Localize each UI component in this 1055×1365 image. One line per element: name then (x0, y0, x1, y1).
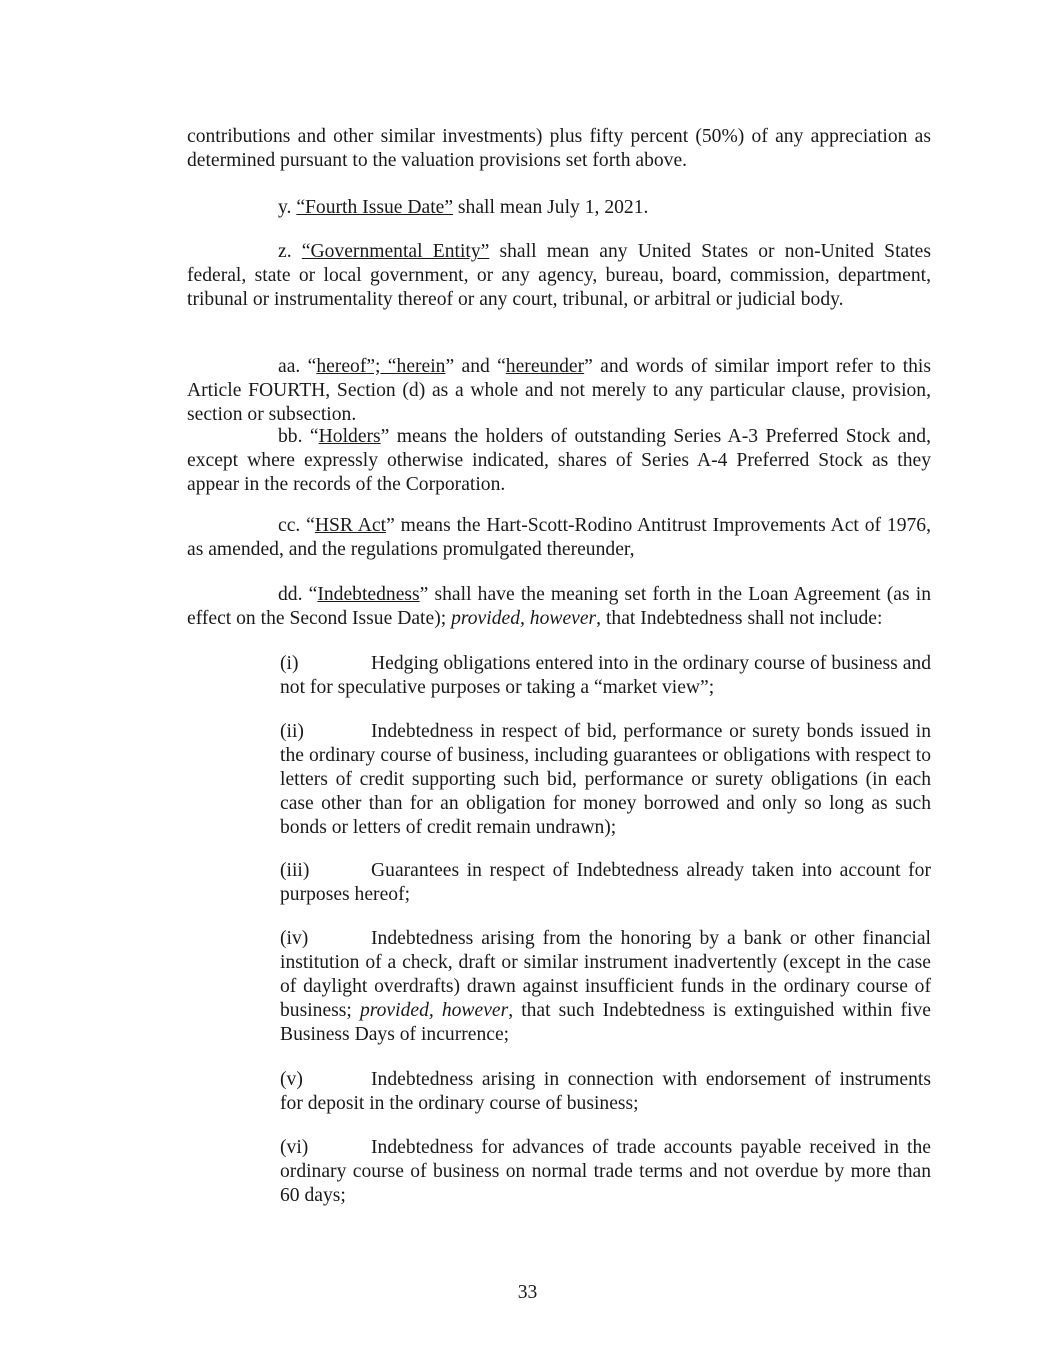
defined-term: hereunder (505, 356, 585, 377)
definition-z: z. “Governmental Entity” shall mean any United States or non-United States federal, state or local government, or any agency, bureau, board, commission, department, tribunal or instrumentality thereof or any court, tribunal, or arbitral or judicial body. (187, 241, 931, 310)
clause-v: (v) Indebtedness arising in connection with endorsement of instruments for deposit in the ordinary course of business; (280, 1069, 931, 1114)
clause-iii: (iii) Guarantees in respect of Indebtedness already taken into account for purposes hereof; (280, 860, 931, 905)
definition-y: y. “Fourth Issue Date” shall mean July 1, 2021. (278, 197, 649, 218)
clause-label: (i) (280, 653, 299, 674)
defined-term: hereof (316, 356, 367, 377)
definition-bb: bb. “Holders” means the holders of outstanding Series A-3 Preferred Stock and, except where expressly otherwise indicated, shares of Series A-4 Preferred Stock as they appear in the records of the Corporation. (187, 426, 932, 495)
clause-vi: (vi) Indebtedness for advances of trade accounts payable received in the ordinary course of business on normal trade terms and not overdue by more than 60 days; (280, 1137, 931, 1206)
clause-label: (v) (280, 1069, 303, 1090)
defined-term: “Governmental Entity” (301, 241, 490, 262)
paragraph-continuation: contributions and other similar investments) plus fifty percent (50%) of any appreciation as determined pursuant to the valuation provisions set forth above. (187, 126, 931, 171)
clause-label: (ii) (280, 721, 304, 742)
definition-dd: dd. “Indebtedness” shall have the meaning set forth in the Loan Agreement (as in effect on the Second Issue Date); provided, however, that Indebtedness shall not include: (187, 584, 932, 629)
defined-term: Indebtedness (317, 584, 420, 605)
page-number: 33 (517, 1282, 538, 1303)
definition-cc: cc. “HSR Act” means the Hart-Scott-Rodino Antitrust Improvements Act of 1976, as amended, and the regulations promulgated thereunder, (187, 515, 931, 560)
defined-term: Holders (318, 426, 381, 447)
clause-label: (iv) (280, 928, 309, 949)
clause-ii: (ii) Indebtedness in respect of bid, performance or surety bonds issued in the ordinary course of business, including guarantees or obligations with respect to letters of credit supporting such bid, performance or surety obligations (in each case other than for an obligation for money borrowed and only so long as such bonds or letters of credit remain undrawn); (280, 721, 931, 838)
clause-label: (vi) (280, 1137, 309, 1158)
clause-i: (i) Hedging obligations entered into in the ordinary course of business and not for speculative purposes or taking a “market view”; (280, 653, 931, 698)
definition-aa: aa. “hereof”; “herein” and “hereunder” and words of similar import refer to this Article FOURTH, Section (d) as a whole and not merely to any particular clause, provision, section or subsection. (187, 356, 932, 425)
clause-iv: (iv) Indebtedness arising from the honoring by a bank or other financial institution of a check, draft or similar instrument inadvertently (except in the case of daylight overdrafts) drawn against insufficient funds in the ordinary course of business; provided, however, that such Indebtedness is extinguished within five Business Days of incurrence; (280, 928, 931, 1045)
defined-term: “Fourth Issue Date” (296, 197, 454, 218)
clause-label: (iii) (280, 860, 310, 881)
defined-term: herein (396, 356, 446, 377)
defined-term: HSR Act (314, 515, 387, 536)
